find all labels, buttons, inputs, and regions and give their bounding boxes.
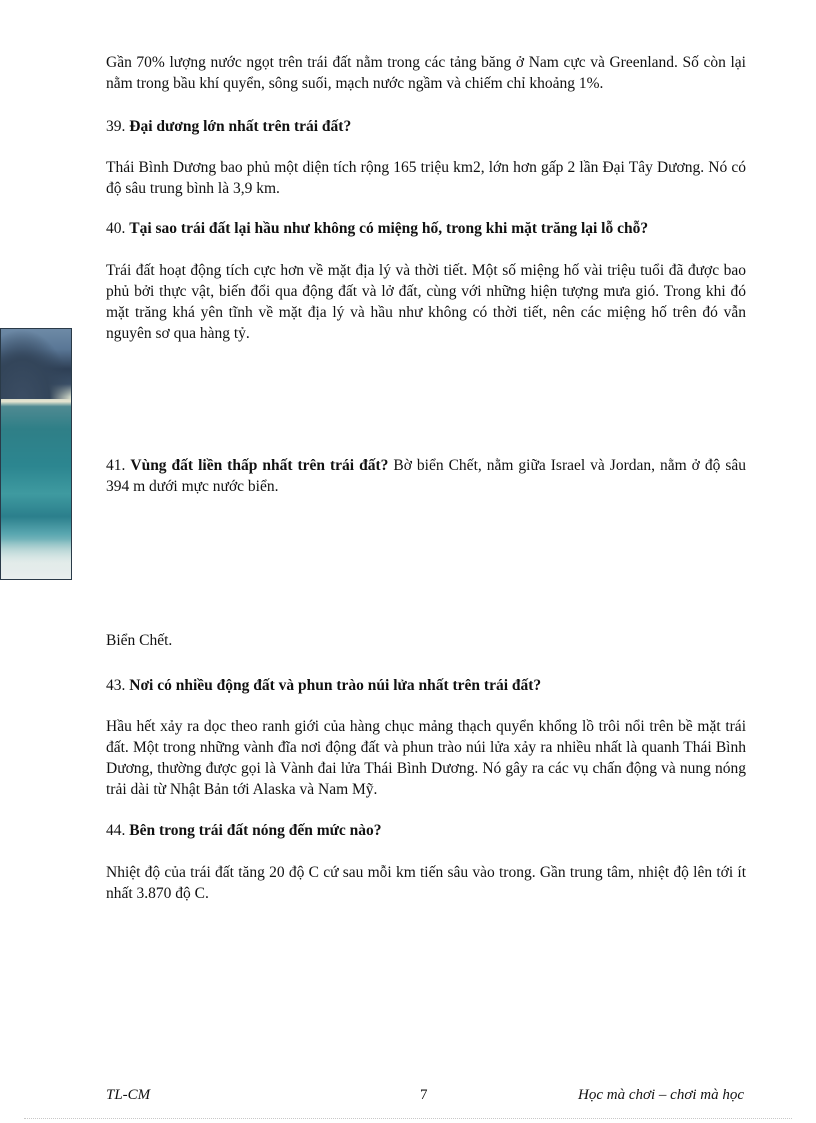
page-number: 7 (420, 1087, 428, 1103)
question-number: 41. (106, 457, 126, 474)
question-41-answer: Bờ biển Chết, nằm giữa Israel và Jordan, nằm ở độ sâu 394 m dưới mực nước biển. (106, 457, 747, 495)
question-43-answer: Hầu hết xảy ra dọc theo ranh giới của hàng chục mảng thạch quyển khổng lồ trôi nổi trên bề mặt trái đất. Một trong những vành đĩa nơi động đất và phun trào núi lửa xảy ra nhiều nhất là quanh Thái Bình Dương, thường được gọi là Vành đai lửa Thái Bình Dương. Nó gây ra các vụ chấn động và nung nóng trải dài từ Nhật Bản tới Alaska và Nam Mỹ. (106, 718, 746, 798)
dead-sea-photo (0, 328, 72, 580)
question-title: Vùng đất liền thấp nhất trên trái đất? (130, 457, 389, 474)
question-41 (106, 455, 746, 497)
question-title: Nơi có nhiều động đất và phun trào núi lửa nhất trên trái đất? (129, 677, 542, 694)
photo-caption: Biển Chết. (106, 632, 173, 649)
question-number: 39. (106, 118, 126, 135)
question-39-heading (106, 116, 766, 137)
photo-shore (1, 539, 71, 579)
question-43-heading (106, 675, 766, 696)
photo-hill (1, 329, 71, 399)
footer-left-text: TL-CM (106, 1087, 151, 1103)
question-title: Bên trong trái đất nóng đến mức nào? (129, 822, 382, 839)
question-44-heading (106, 820, 766, 841)
question-40-answer: Trái đất hoạt động tích cực hơn về mặt địa lý và thời tiết. Một số miệng hố vài triệu tuổi đã được bao phủ bởi thực vật, biến đổi qua động đất và lở đất, cùng với những hiện tượng mưa gió. Trong khi đó mặt trăng khá yên tĩnh về mặt địa lý và hầu như không có thời tiết, nên các miệng hố trên đó vẫn nguyên sơ qua hàng tỷ. (106, 262, 746, 342)
question-number: 44. (106, 822, 126, 839)
question-44-answer: Nhiệt độ của trái đất tăng 20 độ C cứ sau mỗi km tiến sâu vào trong. Gần trung tâm, nhiệt độ lên tới ít nhất 3.870 độ C. (106, 864, 746, 902)
question-title: Đại dương lớn nhất trên trái đất? (129, 118, 352, 135)
question-title: Tại sao trái đất lại hầu như không có miệng hố, trong khi mặt trăng lại lỗ chỗ? (129, 220, 649, 237)
question-40-heading (106, 218, 766, 239)
footer-divider (24, 1118, 792, 1119)
question-number: 40. (106, 220, 126, 237)
intro-paragraph: Gần 70% lượng nước ngọt trên trái đất nằm trong các tảng băng ở Nam cực và Greenland. Số còn lại nằm trong bầu khí quyển, sông suối, mạch nước ngầm và chiếm chỉ khoảng 1%. (106, 54, 746, 92)
question-39-answer: Thái Bình Dương bao phủ một diện tích rộng 165 triệu km2, lớn hơn gấp 2 lần Đại Tây Dương. Nó có độ sâu trung bình là 3,9 km. (106, 159, 746, 197)
question-number: 43. (106, 677, 126, 694)
footer-right-text: Học mà chơi – chơi mà học (578, 1087, 744, 1103)
